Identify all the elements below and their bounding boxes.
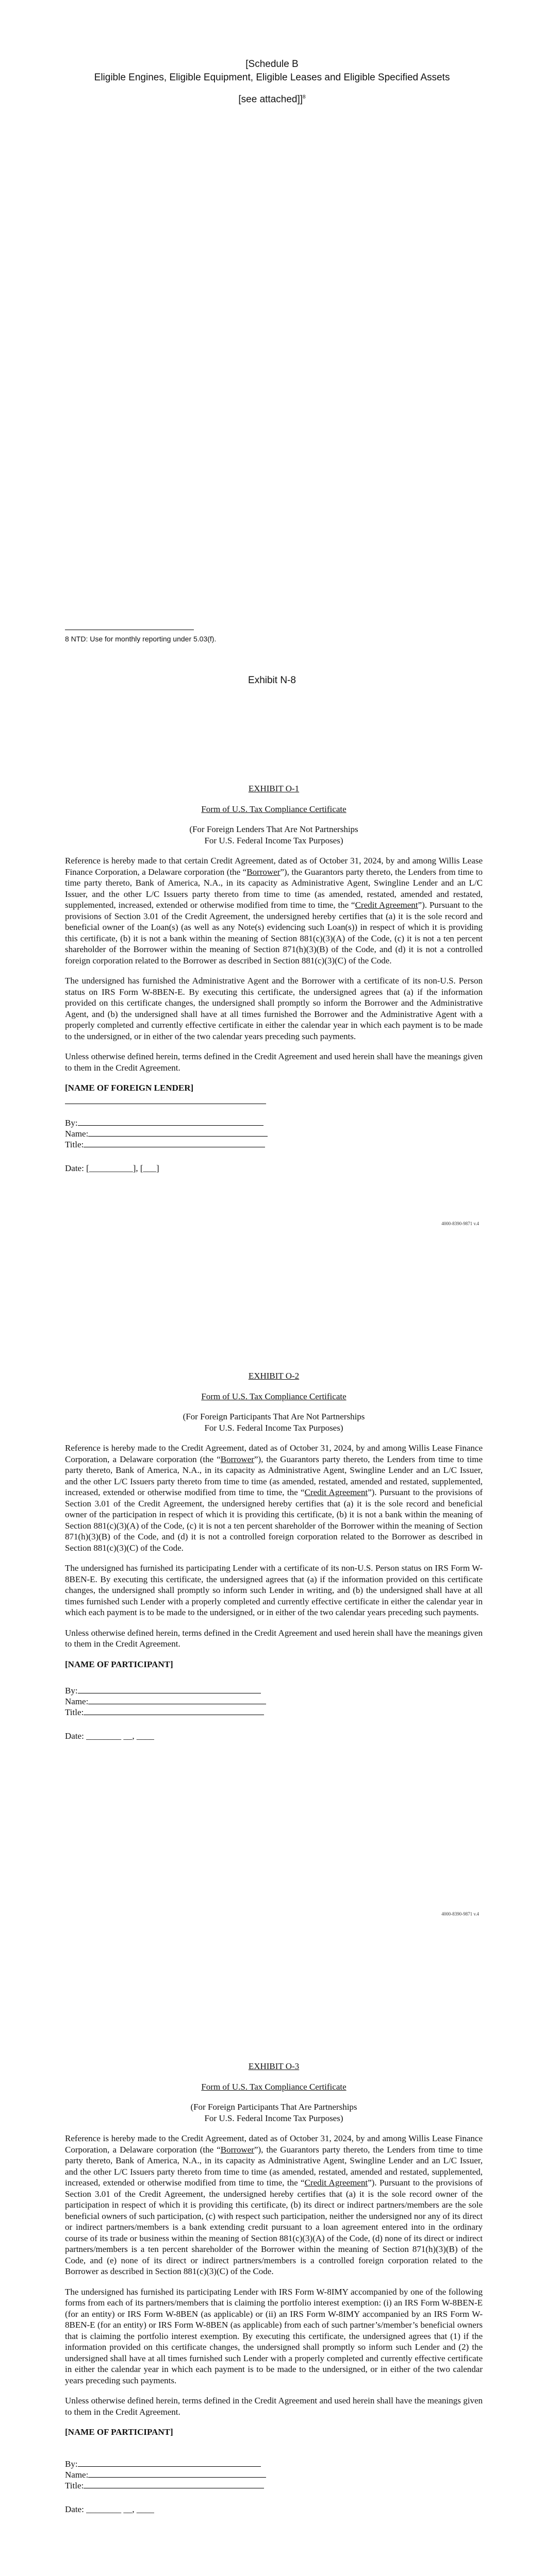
paragraph-definitions: Unless otherwise defined herein, terms defined in the Credit Agreement and used herein shall have the meanings given to them in the Credit Agreement. xyxy=(65,1052,483,1073)
defined-term-credit-agreement: Credit Agreement xyxy=(355,900,418,910)
signature-by xyxy=(65,1685,483,1696)
sig-label: Title: xyxy=(65,1707,84,1717)
exhibit-o1 xyxy=(65,783,483,1174)
sig-line xyxy=(88,1696,266,1704)
signature-date: Date: [__________], [___] xyxy=(65,1163,159,1173)
document-id: 4000-8390-9871 v.4 xyxy=(441,1221,479,1226)
signature-by xyxy=(65,1117,483,1128)
sig-label: By: xyxy=(65,2459,78,2469)
name-block-label: [NAME OF FOREIGN LENDER] xyxy=(65,1083,194,1093)
exhibit-o2 xyxy=(65,1370,483,1741)
paragraph-furnished: The undersigned has furnished the Administrative Agent and the Borrower with a certificate of its non-U.S. Person status on IRS Form W-8BEN-E. By executing this certificate, the undersigned agrees that (a) if the information provided on this certificate changes, the undersigned shall promptly so inform the Borrower and the Administrative Agent, and (b) the undersigned shall have at all times furnished the Borrower and the Administrative Agent with a properly completed and currently effective certificate in either the calendar year in which each payment is to be made to the undersigned, or in either of the two calendar years preceding such payments. xyxy=(65,976,483,1041)
paragraph-definitions: Unless otherwise defined herein, terms defined in the Credit Agreement and used herein shall have the meanings given to them in the Credit Agreement. xyxy=(65,2396,483,2417)
signature-name xyxy=(65,2469,483,2480)
paragraph-definitions: Unless otherwise defined herein, terms defined in the Credit Agreement and used herein shall have the meanings given to them in the Credit Agreement. xyxy=(65,1628,483,1649)
sig-line xyxy=(84,2480,264,2488)
exhibit-subtitle: Form of U.S. Tax Compliance Certificate xyxy=(201,1391,347,1401)
exhibit-heading: EXHIBIT O-1 xyxy=(248,784,300,793)
para-text: ”), the Guarantors party thereto, the Lenders from time to time party thereto, Bank of America, N.A., in its capacity as Administrative Agent, Swingline Lender and an L/C Issuer, and the other L/C Issuers party thereto from time to time (as amended, restated, amended and restated, supplemented, increased, extended or otherwise modified from time to time, the “ xyxy=(65,867,483,910)
para-text: ”). Pursuant to the provisions of Section 3.01 of the Credit Agreement, the undersigned hereby certifies that (a) it is the sole record owner of the participation in respect of which it is providing this certificate, (b) its direct or indirect partners/members are the sole beneficial owners of such participation, (c) with respect such participation, neither the undersigned nor any of its direct or indirect partners/members is a bank extending credit pursuant to a loan agreement entered into in the ordinary course of its trade or business within the meaning of Section 881(c)(3)(A) of the Code, (d) none of its direct or indirect partners/members is a ten percent shareholder of the Borrower within the meaning of Section 871(h)(3)(B) of the Code, and (e) none of its direct or indirect partners/members is a controlled foreign corporation related to the Borrower as described in Section 881(c)(3)(C) of the Code. xyxy=(65,2178,483,2276)
exhibit-n8-title: Exhibit N-8 xyxy=(248,675,296,686)
sig-line xyxy=(84,1139,265,1147)
defined-term-credit-agreement: Credit Agreement xyxy=(304,2178,368,2188)
para-text: ”), the Guarantors party thereto, the Lenders from time to time party thereto, Bank of America, N.A., in its capacity as Administrative Agent, Swingline Lender and an L/C Issuer, and the other L/C Issuers party thereto from time to time (as amended, restated, amended and restated, supplemented, increased, extended or otherwise modified from time to time, the “ xyxy=(65,2144,483,2188)
footnote-text: 8 NTD: Use for monthly reporting under 5.03(f). xyxy=(65,635,217,643)
defined-term-credit-agreement: Credit Agreement xyxy=(304,1487,368,1497)
exhibit-subtitle: Form of U.S. Tax Compliance Certificate xyxy=(201,804,347,814)
sig-line xyxy=(84,1707,264,1715)
signature-date: Date: ________ __, ____ xyxy=(65,1731,154,1741)
signature-by xyxy=(65,2459,483,2469)
signature-name xyxy=(65,1696,483,1707)
para-text: Reference is hereby made to the Credit Agreement, dated as of October 31, 2024, by and among Willis Lease Finance Corporation, a Delaware corporation (the “ xyxy=(65,2133,483,2155)
sig-label: Name: xyxy=(65,1128,89,1139)
sig-line xyxy=(88,1128,268,1137)
exhibit-paren-2: For U.S. Federal Income Tax Purposes) xyxy=(204,835,343,845)
paragraph-reference xyxy=(65,2133,483,2277)
sig-line xyxy=(78,1117,263,1126)
name-block-line xyxy=(65,1096,266,1104)
name-block-label: [NAME OF PARTICIPANT] xyxy=(65,1659,173,1669)
schedule-line-3 xyxy=(0,91,544,106)
exhibit-paren-2: For U.S. Federal Income Tax Purposes) xyxy=(204,1422,343,1433)
exhibit-paren-1: (For Foreign Participants That Are Partnerships xyxy=(190,2102,357,2112)
signature-title xyxy=(65,2480,483,2491)
exhibit-paren-2: For U.S. Federal Income Tax Purposes) xyxy=(204,2113,343,2123)
paragraph-reference xyxy=(65,1443,483,1553)
sig-line xyxy=(78,1685,261,1693)
exhibit-heading: EXHIBIT O-2 xyxy=(248,1371,300,1381)
para-text: Reference is hereby made to that certain Credit Agreement, dated as of October 31, 2024, by and among Willis Lease Finance Corporation, a Delaware corporation (the “ xyxy=(65,856,483,877)
name-block-label: [NAME OF PARTICIPANT] xyxy=(65,2427,173,2437)
paragraph-furnished: The undersigned has furnished its participating Lender with a certificate of its non-U.S. Person status on IRS Form W-8BEN-E. By executing this certificate, the undersigned agrees that (a) if the information provided on this certificate changes, the undersigned shall promptly so inform such Lender in writing, and (b) the undersigned shall have at all times furnished such Lender with a properly completed and currently effective certificate in either the calendar year in which each payment is to be made to the undersigned, or in either of the two calendar years preceding such payments. xyxy=(65,1563,483,1617)
para-text: ”). Pursuant to the provisions of Section 3.01 of the Credit Agreement, the undersigned hereby certifies that (a) it is the sole record and beneficial owner of the participation in respect of which it is providing this certificate, (b) it is not a bank within the meaning of Section 881(c)(3)(A) of the Code, (c) it is not a ten percent shareholder of the Borrower within the meaning of Section 871(h)(3)(B) of the Code, and (d) it is not a controlled foreign corporation related to the Borrower as described in Section 881(c)(3)(C) of the Code. xyxy=(65,1487,483,1553)
exhibit-paren-1: (For Foreign Lenders That Are Not Partnerships xyxy=(189,824,358,834)
footnote-mark: 8 xyxy=(303,94,306,100)
exhibit-subtitle: Form of U.S. Tax Compliance Certificate xyxy=(201,2081,347,2092)
defined-term-borrower: Borrower xyxy=(220,2144,254,2155)
signature-name xyxy=(65,1128,483,1139)
schedule-line-2: Eligible Engines, Eligible Equipment, Eligible Leases and Eligible Specified Assets xyxy=(94,72,450,83)
signature-title xyxy=(65,1139,483,1150)
exhibit-o3 xyxy=(65,2061,483,2515)
document-id: 4000-8390-9871 v.4 xyxy=(441,1911,479,1917)
paragraph-furnished: The undersigned has furnished its participating Lender with IRS Form W-8IMY accompanied by one of the following forms from each of its partners/members that is claiming the portfolio interest exemption: (i) an IRS Form W-8BEN-E (for an entity) or IRS Form W-8BEN (as applicable) or (ii) an IRS Form W-8IMY accompanied by an IRS Form W-8BEN-E (for an entity) or IRS Form W-8BEN (as applicable) from each of such partner’s/member’s beneficial owners that is claiming the portfolio interest exemption. By executing this certificate, the undersigned agrees that (1) if the information provided on this certificate changes, the undersigned shall promptly so inform such Lender and (2) the undersigned shall have at all times furnished such Lender with a properly completed and currently effective certificate in either the calendar year in which each payment is to be made to the undersigned, or in either of the two calendar years preceding such payments. xyxy=(65,2286,483,2385)
para-text: Reference is hereby made to the Credit Agreement, dated as of October 31, 2024, by and among Willis Lease Finance Corporation, a Delaware corporation (the “ xyxy=(65,1443,483,1464)
see-attached-text: [see attached]] xyxy=(238,94,303,105)
schedule-header xyxy=(0,58,544,106)
sig-label: By: xyxy=(65,1686,78,1696)
sig-line xyxy=(88,2469,266,2478)
para-text: ”). Pursuant to the provisions of Section 3.01 of the Credit Agreement, the undersigned hereby certifies that (a) it is the sole record and beneficial owner of the Loan(s) (as well as any Note(s) evidencing such Loan(s)) in respect of which it is providing this certificate, (b) it is not a bank within the meaning of Section 881(c)(3)(A) of the Code, (c) it is not a ten percent shareholder of the Borrower within the meaning of Section 871(h)(3)(B) of the Code, and (d) it is not a controlled foreign corporation related to the Borrower as described in Section 881(c)(3)(C) of the Code. xyxy=(65,900,483,965)
exhibit-paren-1: (For Foreign Participants That Are Not Partnerships xyxy=(183,1412,365,1421)
schedule-line-1: [Schedule B xyxy=(245,59,299,70)
defined-term-borrower: Borrower xyxy=(246,867,281,877)
sig-label: Name: xyxy=(65,1697,89,1706)
signature-title xyxy=(65,1707,483,1718)
sig-label: By: xyxy=(65,1117,78,1128)
sig-label: Title: xyxy=(65,1139,84,1149)
defined-term-borrower: Borrower xyxy=(220,1454,254,1464)
para-text: ”), the Guarantors party thereto, the Lenders from time to time party thereto, Bank of America, N.A., in its capacity as Administrative Agent, Swingline Lender and an L/C Issuer, and the other L/C Issuers party thereto from time to time (as amended, restated, amended and restated, supplemented, increased, extended or otherwise modified from time to time, the “ xyxy=(65,1454,483,1497)
exhibit-heading: EXHIBIT O-3 xyxy=(248,2061,300,2071)
sig-line xyxy=(78,2459,261,2467)
paragraph-reference xyxy=(65,855,483,966)
signature-date: Date: ________ __, ____ xyxy=(65,2504,154,2514)
sig-label: Title: xyxy=(65,2480,84,2490)
sig-label: Name: xyxy=(65,2469,89,2480)
